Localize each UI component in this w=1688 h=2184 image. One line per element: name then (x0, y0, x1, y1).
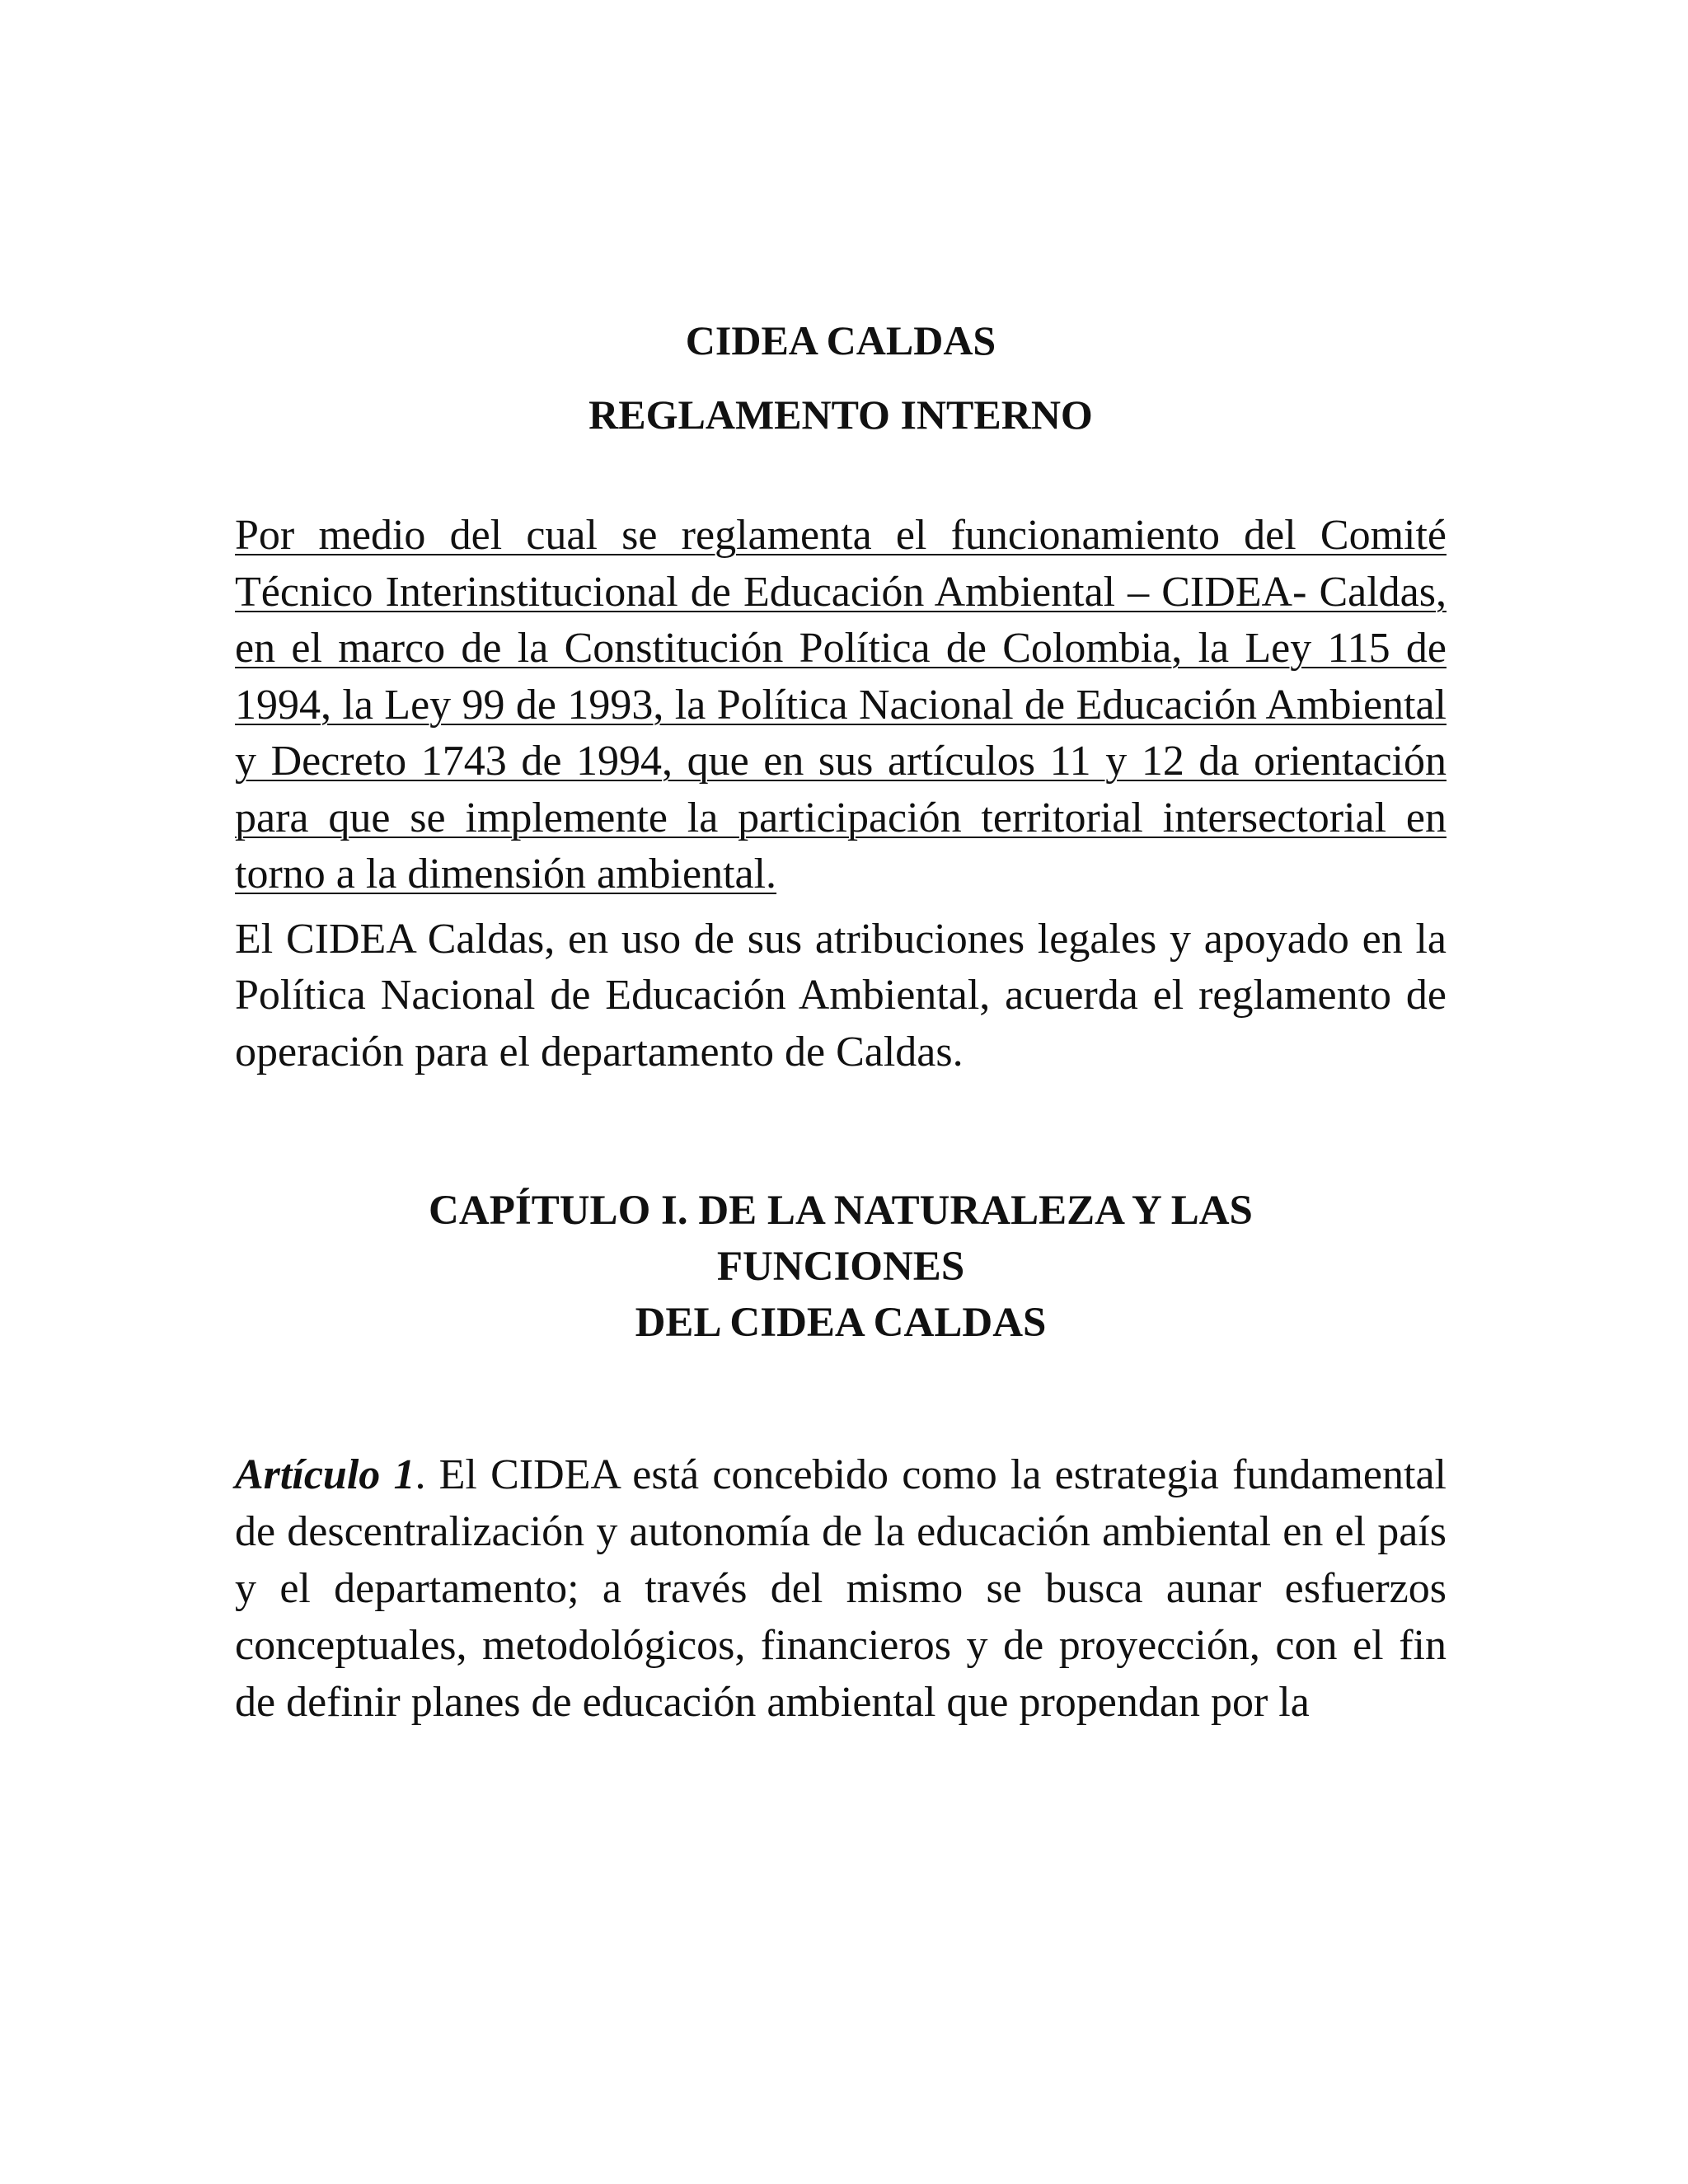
article-text: . El CIDEA está concebido como la estrategia fundamental de descentralización y autonomía de la educación ambiental en el país y el departamento; a través del mismo se busca aunar esfuerzos conceptuales, metodológicos, financieros y de proyección, con el fin de definir planes de educación ambiental que propendan por la (235, 1451, 1447, 1726)
chapter-line-1: CAPÍTULO I. DE LA NATURALEZA Y LAS (429, 1188, 1253, 1234)
intro-paragraph: Por medio del cual se reglamenta el funcionamiento del Comité Técnico Interinstitucional de Educación Ambiental – CIDEA- Caldas, en el marco de la Constitución Política de Colombia, la Ley 115 de 1994, la Ley 99 de 1993, la Política Nacional de Educación Ambiental y Decreto 1743 de 1994, que en sus artículos 11 y 12 da orientación para que se implemente la participación territorial intersectorial en torno a la dimensión ambiental. (235, 512, 1447, 898)
title-line-2: REGLAMENTO INTERNO (588, 391, 1093, 438)
article-label: Artículo 1 (235, 1451, 415, 1498)
chapter-heading (235, 1183, 1447, 1351)
page-content (235, 303, 1447, 1731)
article-1 (235, 1446, 1447, 1731)
document-title (235, 303, 1447, 452)
body-paragraph: El CIDEA Caldas, en uso de sus atribuciones legales y apoyado en la Política Nacional de Educación Ambiental, acuerda el reglamento de operación para el departamento de Caldas. (235, 915, 1447, 1076)
title-line-1: CIDEA CALDAS (685, 317, 996, 363)
chapter-line-2: FUNCIONES (716, 1244, 965, 1290)
chapter-line-3: DEL CIDEA CALDAS (635, 1300, 1047, 1346)
